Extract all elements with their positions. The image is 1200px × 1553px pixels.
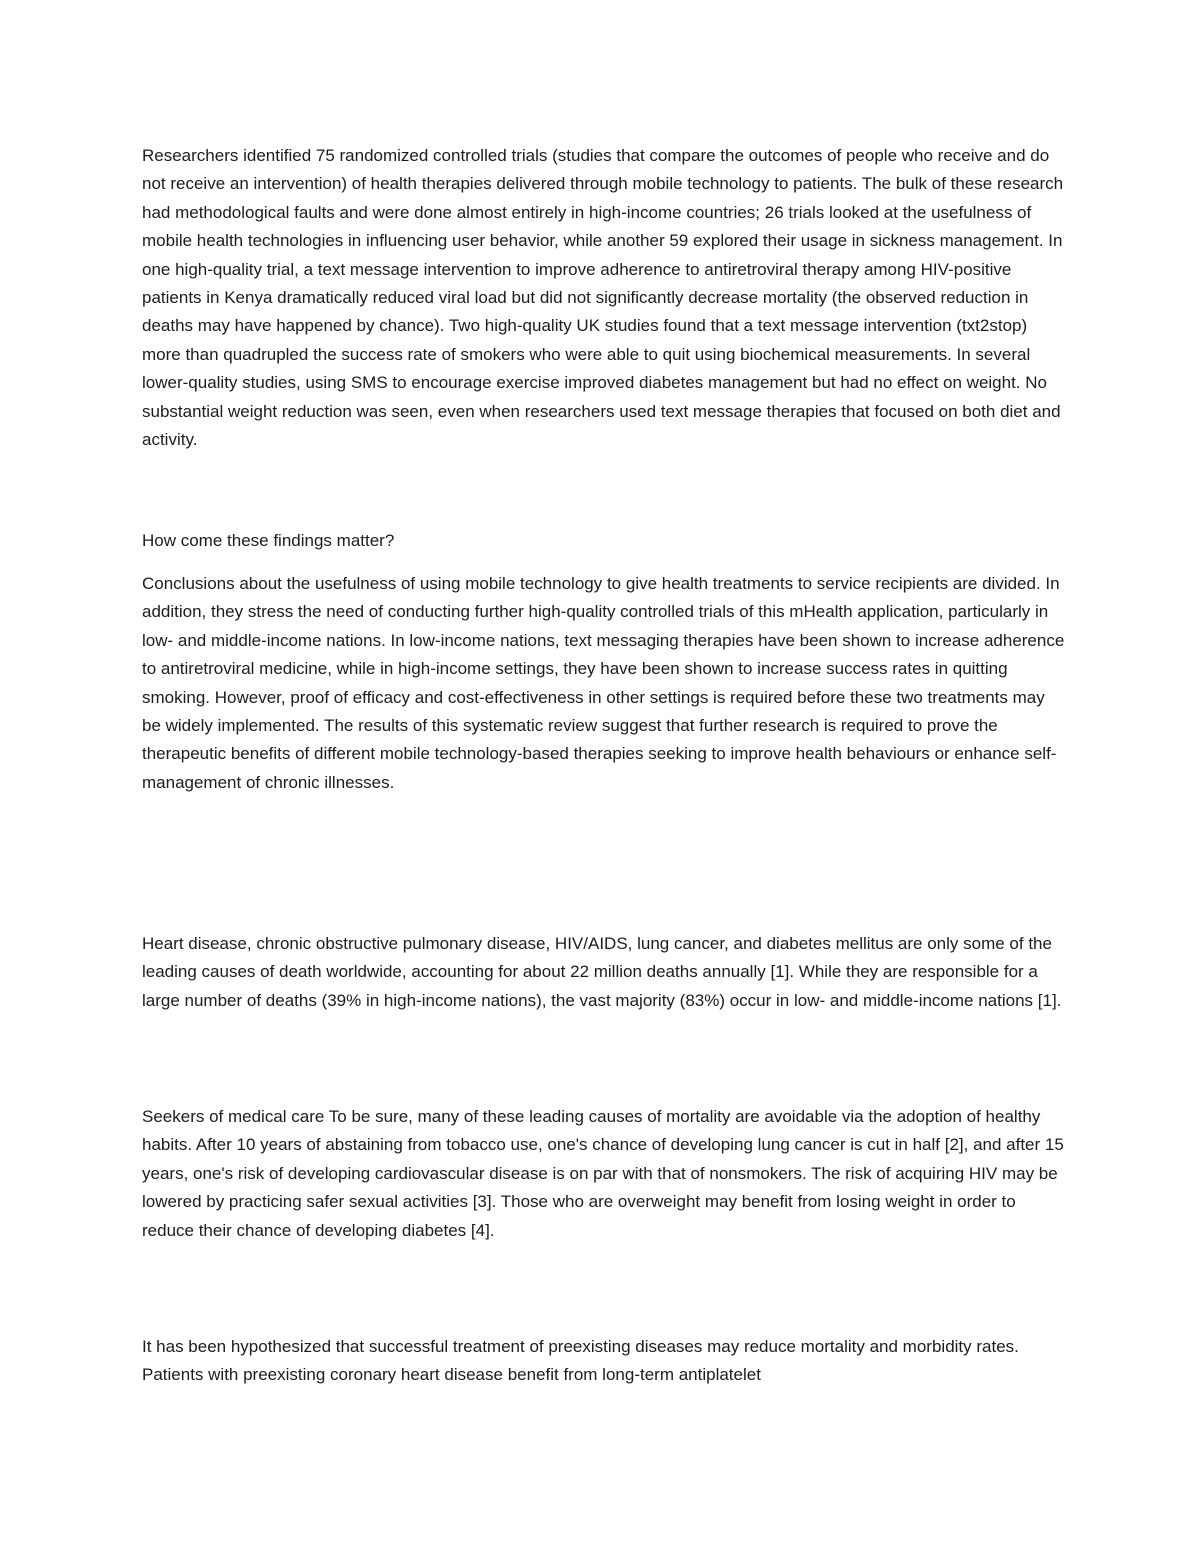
paragraph-trials-summary: Researchers identified 75 randomized controlled trials (studies that compare the outcomes of people who receive and do not receive an intervention) of health therapies delivered through mobile technology to patients. The bulk of these research had methodological faults and were done almost entirely in high-income countries; 26 trials looked at the usefulness of mobile health technologies in influencing user behavior, while another 59 explored their usage in sickness management. In one high-quality trial, a text message intervention to improve adherence to antiretroviral therapy among HIV-positive patients in Kenya dramatically reduced viral load but did not significantly decrease mortality (the observed reduction in deaths may have happened by chance). Two high-quality UK studies found that a text message intervention (txt2stop) more than quadrupled the success rate of smokers who were able to quit using biochemical measurements. In several lower-quality studies, using SMS to encourage exercise improved diabetes management but had no effect on weight. No substantial weight reduction was seen, even when researchers used text message therapies that focused on both diet and activity. bbox=[142, 146, 1064, 450]
paragraph-preexisting-diseases: It has been hypothesized that successful treatment of preexisting diseases may reduce mortality and morbidity rates. Patients with preexisting coronary heart disease benefit from long-term antiplatelet bbox=[142, 1337, 1019, 1385]
paragraph-healthy-habits: Seekers of medical care To be sure, many of these leading causes of mortality are avoidable via the adoption of healthy habits. After 10 years of abstaining from tobacco use, one's chance of developing lung cancer is cut in half [2], and after 15 years, one's risk of developing cardiovascular disease is on par with that of nonsmokers. The risk of acquiring HIV may be lowered by practicing safer sexual activities [3]. Those who are overweight may benefit from losing weight in order to reduce their chance of developing diabetes [4]. bbox=[142, 1107, 1064, 1240]
paragraph-conclusions: Conclusions about the usefulness of using mobile technology to give health treatments to service recipients are divided. In addition, they stress the need of conducting further high-quality controlled trials of this mHealth application, particularly in low- and middle-income nations. In low-income nations, text messaging therapies have been shown to increase adherence to antiretroviral medicine, while in high-income settings, they have been shown to increase success rates in quitting smoking. However, proof of efficacy and cost-effectiveness in other settings is required before these two treatments may be widely implemented. The results of this systematic review suggest that further research is required to prove the therapeutic benefits of different mobile technology-based therapies seeking to improve health behaviours or enhance self-management of chronic illnesses. bbox=[142, 574, 1065, 792]
paragraph-findings-question: How come these findings matter? bbox=[142, 531, 395, 550]
paragraph-causes-of-death: Heart disease, chronic obstructive pulmonary disease, HIV/AIDS, lung cancer, and diabetes mellitus are only some of the leading causes of death worldwide, accounting for about 22 million deaths annually [1]. While they are responsible for a large number of deaths (39% in high-income nations), the vast majority (83%) occur in low- and middle-income nations [1]. bbox=[142, 934, 1062, 1010]
